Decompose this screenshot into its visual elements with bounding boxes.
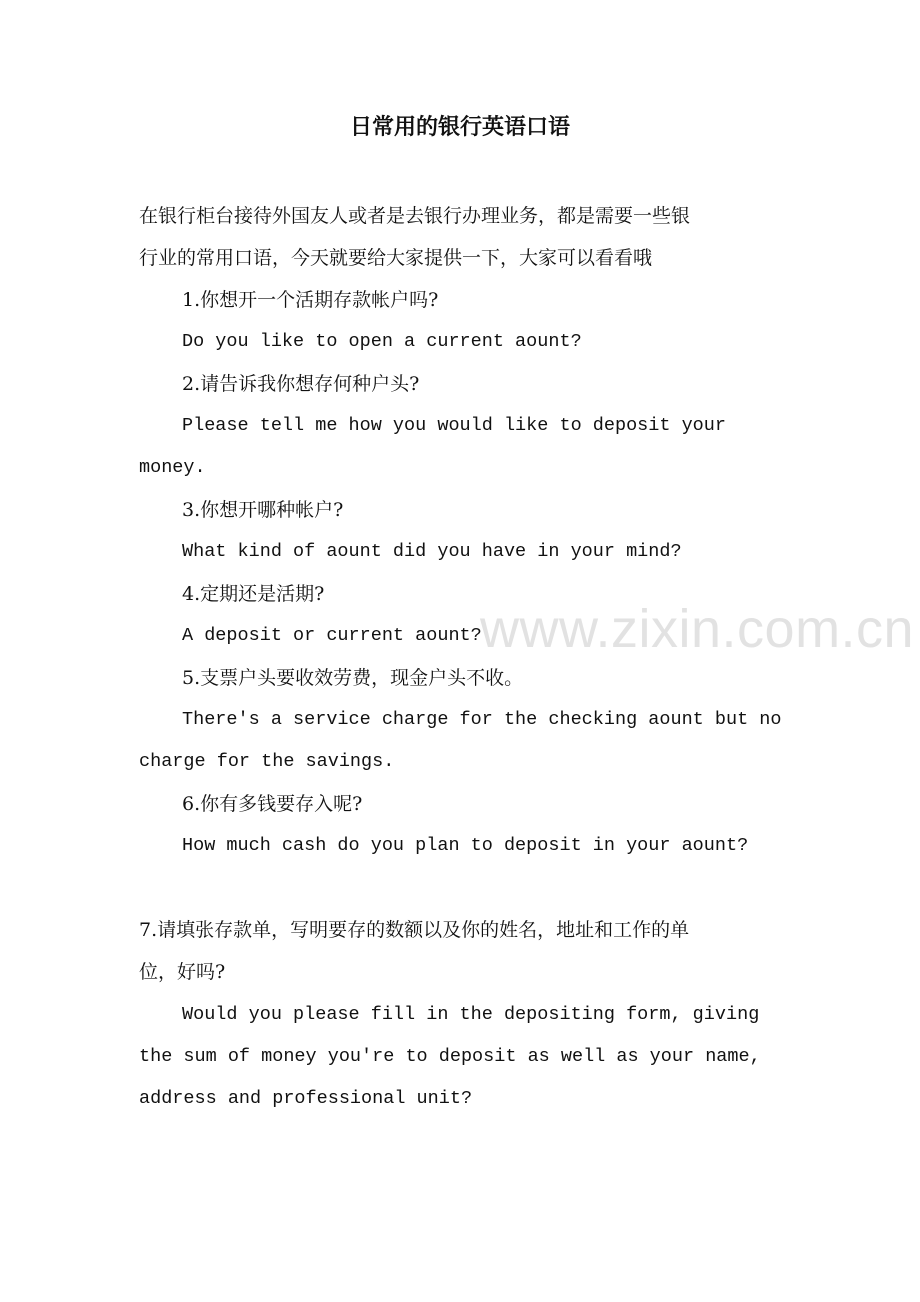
intro-line-1: 在银行柜台接待外国友人或者是去银行办理业务，都是需要一些银 [139, 205, 691, 227]
answer-7-line-1: Would you please fill in the depositing form, giving [182, 1004, 760, 1025]
answer-4: A deposit or current aount? [182, 625, 482, 646]
answer-5-line-2: charge for the savings. [139, 751, 395, 772]
answer-7-line-2: the sum of money you're to deposit as well as your name, [139, 1046, 761, 1067]
question-7-line-2: 位，好吗? [139, 961, 226, 983]
answer-2-line-2: money. [139, 457, 206, 478]
intro-line-2: 行业的常用口语，今天就要给大家提供一下，大家可以看看哦 [139, 247, 653, 269]
watermark: www.zixin.com.cn [480, 599, 915, 659]
question-5: 5.支票户头要收效劳费，现金户头不收。 [182, 667, 524, 689]
question-4: 4.定期还是活期? [182, 583, 325, 605]
answer-2-line-1: Please tell me how you would like to deposit your [182, 415, 726, 436]
answer-1: Do you like to open a current aount? [182, 331, 582, 352]
question-3: 3.你想开哪种帐户? [182, 499, 344, 521]
answer-5-line-1: There's a service charge for the checking aount but no [182, 709, 782, 730]
page-title: 日常用的银行英语口语 [349, 115, 570, 140]
answer-6: How much cash do you plan to deposit in your aount? [182, 835, 749, 856]
answer-7-line-3: address and professional unit? [139, 1088, 473, 1109]
question-1: 1.你想开一个活期存款帐户吗? [182, 289, 439, 311]
question-2: 2.请告诉我你想存何种户头? [182, 373, 420, 395]
question-7-line-1: 7.请填张存款单，写明要存的数额以及你的姓名，地址和工作的单 [139, 919, 690, 941]
question-6: 6.你有多钱要存入呢? [182, 793, 363, 815]
answer-3: What kind of aount did you have in your mind? [182, 541, 682, 562]
